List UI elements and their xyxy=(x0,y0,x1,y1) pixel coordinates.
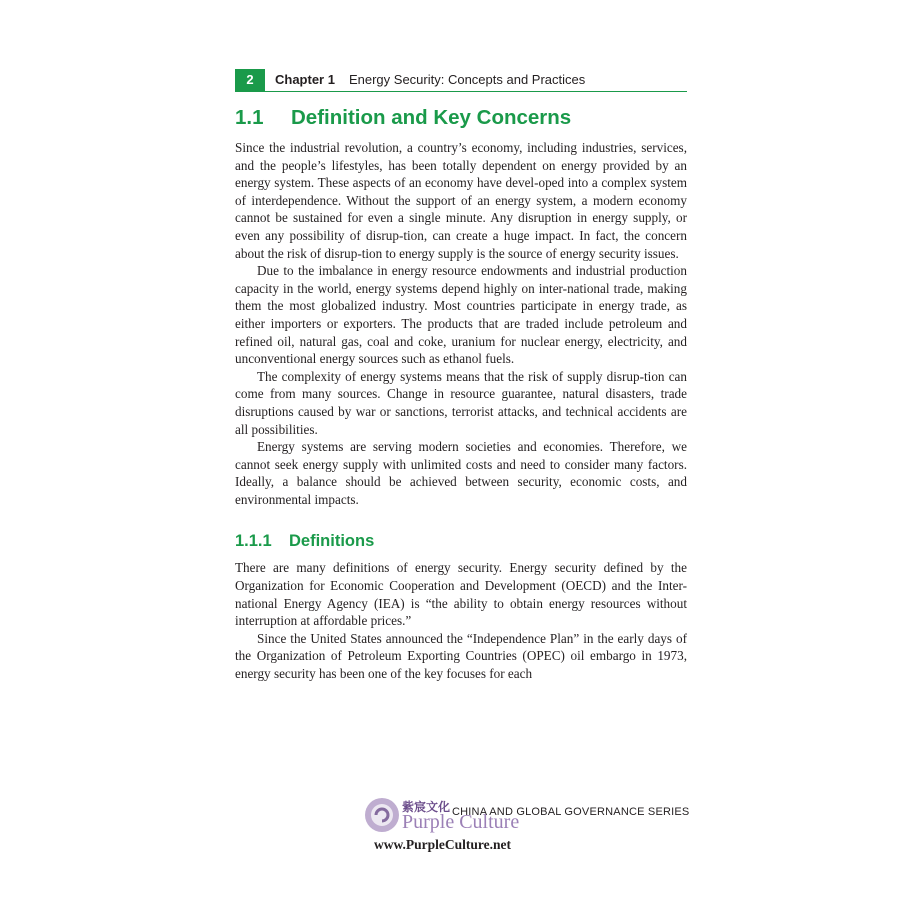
watermark xyxy=(362,795,542,857)
chapter-label: Chapter 1 xyxy=(275,72,335,87)
subsection-number: 1.1.1 xyxy=(235,532,272,551)
purple-culture-logo-icon xyxy=(362,795,402,835)
watermark-brand-text: Purple Culture xyxy=(402,811,520,833)
page-number: 2 xyxy=(235,69,265,91)
body-paragraph: Since the industrial revolution, a country’s economy, including industries, services, and the people’s lifestyles, has been totally dependent on energy provided by an energy system. These aspects of an economy have devel-oped into a complex system of interdependence. Without the support of an energy system, a modern economy cannot be sustained for even a single minute. Any disruption in energy supply, or even any possibility of disrup-tion, can create a huge impact. In fact, the concern about the risk of disrup-tion to energy supply is the source of energy security issues. xyxy=(235,140,687,261)
subsection-title: Definitions xyxy=(289,532,375,551)
body-paragraph: Energy systems are serving modern societies and economies. Therefore, we cannot seek energy supply with unlimited costs and need to consider many factors. Ideally, a balance should be achieved between security, economic costs, and environmental impacts. xyxy=(235,439,687,507)
book-page xyxy=(235,68,687,683)
chapter-title: Energy Security: Concepts and Practices xyxy=(348,72,586,87)
body-paragraph: Since the United States announced the “Independence Plan” in the early days of the Organization of Petroleum Exporting Countries (OPEC) oil embargo in 1973, energy security has been one of the key focuses for each xyxy=(235,630,687,682)
body-paragraph: Due to the imbalance in energy resource endowments and industrial production capacity in the world, energy systems depend highly on inter-national trade, making them the most globalized industry. Most countries participate in energy trade, as either importers or exporters. The products that are traded include petroleum and refined oil, natural gas, coal and coke, uranium for nuclear energy, electricity, and unconventional energy sources such as ethanol fuels. xyxy=(235,263,687,367)
section-title: Definition and Key Concerns xyxy=(291,106,572,129)
series-footer: CHINA AND GLOBAL GOVERNANCE SERIES xyxy=(452,806,690,818)
section-number: 1.1 xyxy=(235,106,264,129)
watermark-chinese-text: 紫宸文化 xyxy=(402,800,451,814)
section-heading xyxy=(235,106,687,130)
body-paragraph: There are many definitions of energy security. Energy security defined by the Organization for Economic Cooperation and Development (OECD) and the Inter-national Energy Agency (IEA) is “the ability to obtain energy resources without interruption at affordable prices.” xyxy=(235,560,687,629)
watermark-url: www.PurpleCulture.net xyxy=(374,837,511,852)
body-paragraph: The complexity of energy systems means that the risk of supply disrup-tion can come from many sources. Change in resource guarantee, natural disasters, trade disruptions caused by war or sanctions, terrorist attacks, and technical accidents are all possibilities. xyxy=(235,368,687,437)
running-header xyxy=(235,68,687,92)
subsection-heading xyxy=(235,532,687,551)
